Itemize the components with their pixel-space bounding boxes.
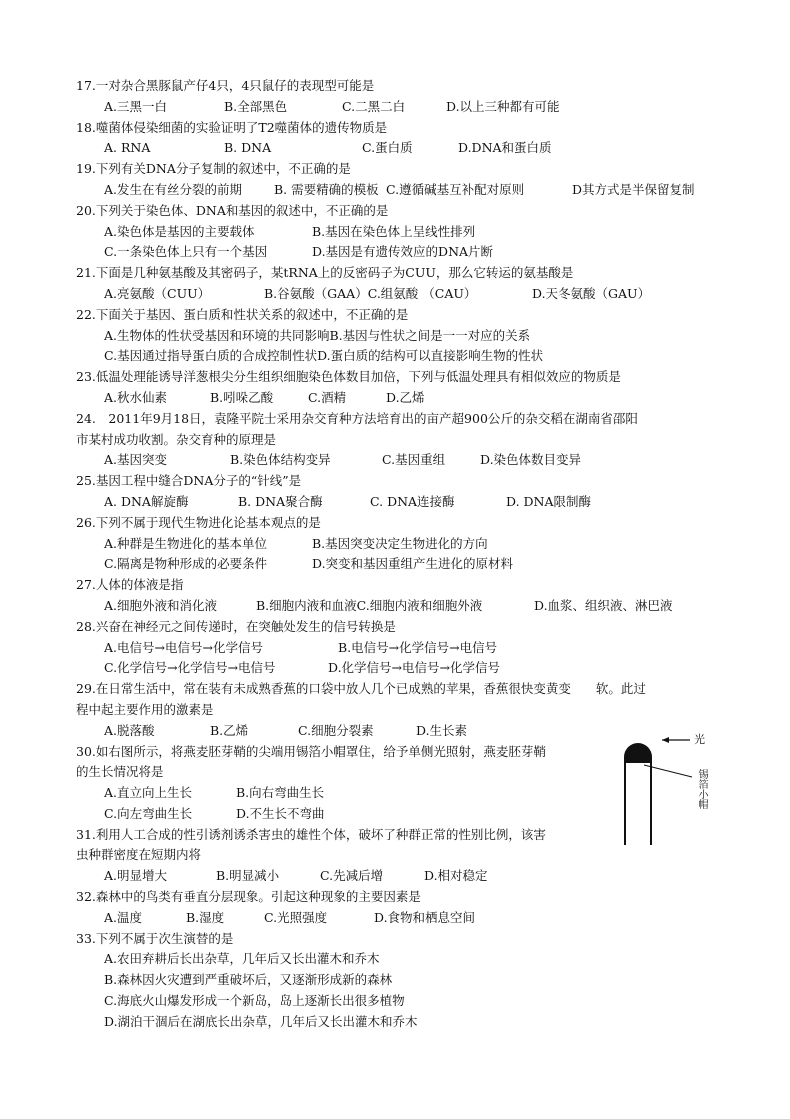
options-row (76, 534, 721, 555)
question-stem: 27.人体的体液是指 (76, 577, 184, 593)
options-row (76, 638, 721, 659)
options-row (76, 222, 721, 243)
option-a: A.农田弃耕后长出杂草，几年后又长出灌木和乔木 (104, 951, 380, 967)
option-c: C.基因重组 (382, 452, 446, 468)
question-stem: 25.基因工程中缝合DNA分子的“针线”是 (76, 473, 302, 489)
foil-cap-shape (624, 743, 652, 763)
option-a: A. DNA解旋酶 (104, 493, 189, 509)
option-d: D.以上三种都有可能 (446, 98, 560, 114)
options-row (76, 180, 721, 201)
question-stem: 18.噬菌体侵染细菌的实验证明了T2噬菌体的遗传物质是 (76, 119, 388, 135)
option-c: C.一条染色体上只有一个基因 (104, 244, 268, 260)
option-a: A.细胞外液和消化液 (104, 597, 218, 613)
option-line (76, 1012, 721, 1033)
question-26 (76, 513, 721, 575)
option-d: D.不生长不弯曲 (236, 805, 325, 821)
option-a: A.亮氨酸（CUU） (104, 285, 211, 301)
option-c: C.隔离是物种形成的必要条件 (104, 556, 268, 572)
option-a-b: A.生物体的性状受基因和环境的共同影响B.基因与性状之间是一一对应的关系 (104, 327, 531, 343)
coleoptile-diagram (622, 735, 722, 845)
options-row (76, 97, 721, 118)
question-stem: 17.一对杂合黑豚鼠产仔4只，4只鼠仔的表现型可能是 (76, 78, 375, 93)
option-c: C.先减后增 (320, 868, 384, 884)
question-22 (76, 305, 721, 367)
question-stem: 22.下面关于基因、蛋白质和性状关系的叙述中，不正确的是 (76, 306, 409, 322)
light-arrow-head (662, 737, 669, 743)
question-stem: 21.下面是几种氨基酸及其密码子，某tRNA上的反密码子为CUU，那么它转运的氨基酸是 (76, 265, 574, 281)
question-stem: 19.下列有关DNA分子复制的叙述中，不正确的是 (76, 161, 351, 177)
question-20 (76, 201, 721, 263)
option-a: A.直立向上生长 (104, 785, 193, 801)
question-stem: 31.利用人工合成的性引诱剂诱杀害虫的雄性个体，破坏了种群正常的性别比例，该害 (76, 826, 546, 842)
option-a: A.温度 (104, 909, 143, 925)
question-stem: 33.下列不属于次生演替的是 (76, 930, 234, 946)
option-d: D.天冬氨酸（GAU） (532, 285, 651, 301)
question-29 (76, 679, 721, 741)
options-row (76, 866, 721, 887)
question-33 (76, 929, 721, 1033)
question-27 (76, 575, 721, 617)
option-b: B.染色体结构变异 (230, 452, 331, 468)
question-stem-cont: 虫种群密度在短期内将 (76, 847, 202, 863)
option-c: C.蛋白质 (362, 140, 413, 156)
option-c: C.光照强度 (264, 909, 328, 925)
option-d: D.乙烯 (386, 389, 425, 405)
option-b: B. DNA聚合酶 (238, 493, 323, 509)
question-17 (76, 76, 721, 118)
option-line (76, 949, 721, 970)
option-c: C. DNA连接酶 (370, 493, 455, 509)
option-a: A. RNA (104, 140, 151, 156)
option-b: B.全部黑色 (224, 98, 288, 114)
cap-label: 锡箔小帽 (696, 769, 707, 809)
option-a: A.基因突变 (104, 452, 168, 468)
option-a: A.明显增大 (104, 868, 168, 884)
options-row (76, 492, 721, 513)
option-b: B.吲哚乙酸 (210, 389, 274, 405)
question-stem-cont: 市某村成功收割。杂交育种的原理是 (76, 431, 277, 447)
option-d: D.染色体数目变异 (480, 452, 582, 468)
option-b: B. DNA (224, 140, 272, 156)
options-row (76, 346, 721, 367)
option-c-d: C.基因通过指导蛋白质的合成控制性状D.蛋白质的结构可以直接影响生物的性状 (104, 348, 544, 364)
option-b-c: B.细胞内液和血液C.细胞内液和细胞外液 (256, 597, 483, 613)
options-row (76, 908, 721, 929)
options-row (76, 284, 721, 305)
option-b: B.基因突变决定生物进化的方向 (312, 535, 488, 551)
options-row (76, 658, 721, 679)
question-18 (76, 118, 721, 160)
option-d: D.基因是有遗传效应的DNA片断 (312, 244, 494, 260)
question-stem: 20.下列关于染色体、DNA和基因的叙述中，不正确的是 (76, 202, 389, 218)
option-d: D.相对稳定 (424, 868, 488, 884)
option-a: A.染色体是基因的主要载体 (104, 223, 255, 239)
option-c: C.向左弯曲生长 (104, 805, 193, 821)
option-c: C.二黑二白 (342, 98, 406, 114)
question-stem: 23.低温处理能诱导洋葱根尖分生组织细胞染色体数目加倍，下列与低温处理具有相似效应的物质是 (76, 369, 621, 385)
question-stem: 28.兴奋在神经元之间传递时，在突触处发生的信号转换是 (76, 618, 396, 634)
option-line (76, 991, 721, 1012)
options-row (76, 554, 721, 575)
options-row (76, 450, 721, 471)
option-c: C.细胞分裂素 (298, 722, 374, 738)
option-d: D. DNA限制酶 (506, 493, 592, 509)
option-d: D.突变和基因重组产生进化的原材料 (312, 556, 514, 572)
options-row (76, 242, 721, 263)
option-b: B. 需要精确的模板 (274, 181, 379, 197)
option-d: D.血浆、组织液、淋巴液 (534, 597, 673, 613)
light-label: 光 (694, 733, 705, 746)
coleoptile-figure (622, 735, 722, 845)
option-d: D.食物和栖息空间 (374, 909, 476, 925)
question-21 (76, 263, 721, 305)
question-24 (76, 409, 721, 471)
option-d: D.生长素 (416, 722, 468, 738)
options-row (76, 388, 721, 409)
option-d: D.化学信号→电信号→化学信号 (328, 660, 500, 676)
option-d: D.湖泊干涸后在湖底长出杂草，几年后又长出灌木和乔木 (104, 1013, 418, 1029)
option-a: A.种群是生物进化的基本单位 (104, 535, 268, 551)
question-stem: 29.在日常生活中，常在装有未成熟香蕉的口袋中放人几个已成熟的苹果，香蕉很快变黄变 软。此过 (76, 681, 646, 697)
option-b: B.明显减小 (216, 868, 280, 884)
option-b: B.电信号→化学信号→电信号 (338, 639, 498, 655)
option-a: A.脱落酸 (104, 722, 155, 738)
option-line (76, 970, 721, 991)
option-b: B.森林因火灾遭到严重破坏后，又逐渐形成新的森林 (104, 972, 393, 988)
question-stem-cont: 的生长情况将是 (76, 764, 164, 780)
option-c: C.海底火山爆发形成一个新岛，岛上逐渐长出很多植物 (104, 993, 405, 1009)
options-row (76, 138, 721, 159)
options-row (76, 596, 721, 617)
option-d: D.DNA和蛋白质 (458, 140, 552, 156)
option-a: A.秋水仙素 (104, 389, 168, 405)
question-stem: 26.下列不属于现代生物进化论基本观点的是 (76, 514, 321, 530)
options-row (76, 326, 721, 347)
option-c: C.化学信号→化学信号→电信号 (104, 660, 276, 676)
option-b: B.湿度 (186, 909, 225, 925)
option-d: D其方式是半保留复制 (572, 181, 695, 197)
option-b: B.向右弯曲生长 (236, 785, 325, 801)
question-stem: 24. 2011年9月18日，袁隆平院士采用杂交育种方法培育出的亩产超900公斤的杂交稻在湖南省邵阳 (76, 410, 638, 426)
option-a: A.三黑一白 (104, 98, 168, 114)
question-32 (76, 887, 721, 929)
question-stem: 32.森林中的鸟类有垂直分层现象。引起这种现象的主要因素是 (76, 889, 421, 905)
question-stem: 30.如右图所示，将燕麦胚芽鞘的尖端用锡箔小帽罩住，给予单侧光照射，燕麦胚芽鞘 (76, 743, 546, 759)
question-stem-cont: 程中起主要作用的激素是 (76, 701, 214, 717)
question-28 (76, 617, 721, 679)
option-a: A.发生在有丝分裂的前期 (104, 181, 243, 197)
question-19 (76, 159, 721, 201)
option-a: A.电信号→电信号→化学信号 (104, 639, 263, 655)
question-25 (76, 471, 721, 513)
option-c: C.酒精 (308, 389, 347, 405)
option-c: C.遵循碱基互补配对原则 (386, 181, 525, 197)
exam-page (76, 76, 721, 1033)
option-b: B.基因在染色体上呈线性排列 (312, 223, 476, 239)
option-b: B.乙烯 (210, 722, 249, 738)
question-23 (76, 367, 721, 409)
option-b-c: B.谷氨酸（GAA）C.组氨酸 （CAU） (264, 285, 477, 301)
